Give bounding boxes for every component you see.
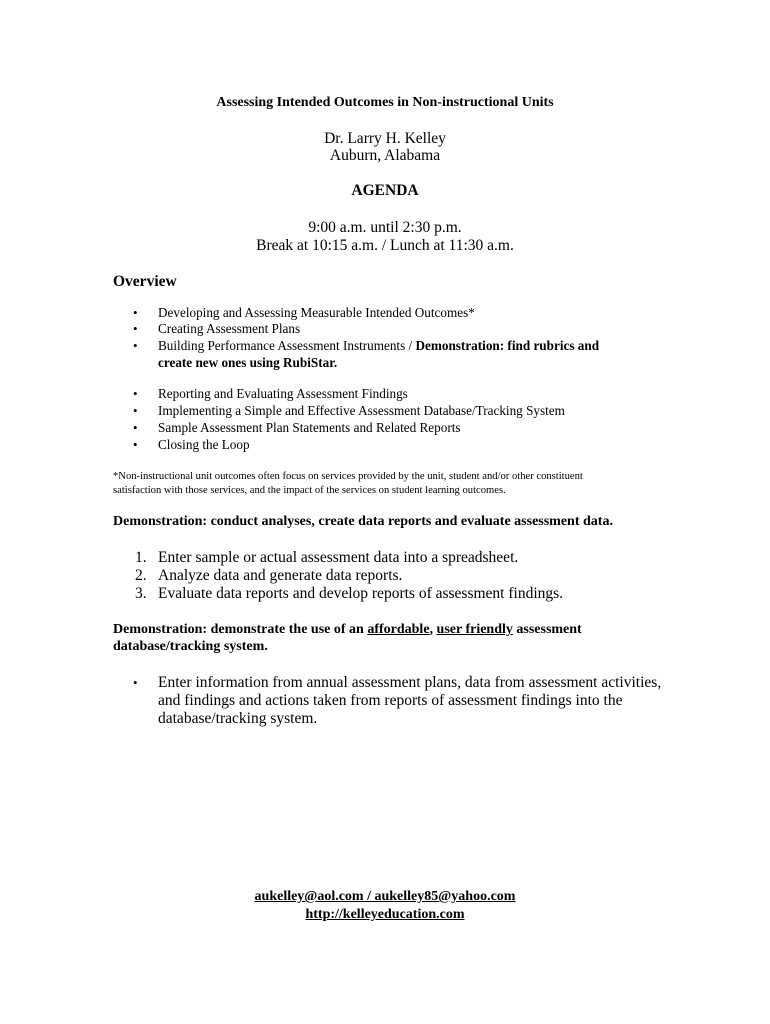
presenter-location: Auburn, Alabama [329,147,441,164]
contact-website [0,906,770,923]
footnote-line: *Non-instructional unit outcomes often focus on services provided by the unit, student and/or other constituent [113,471,583,482]
step-number: 1. [135,549,147,566]
bullet-marker: • [133,338,138,353]
email-links[interactable]: aukelley@aol.com / aukelley85@yahoo.com [254,889,516,904]
agenda-heading: AGENDA [351,182,419,199]
document-title: Assessing Intended Outcomes in Non-instructional Units [216,95,554,110]
list-item: Implementing a Simple and Effective Assessment Database/Tracking System [158,403,565,418]
list-item: Sample Assessment Plan Statements and Related Reports [158,420,461,435]
list-item-demo-text-cont: create new ones using RubiStar. [158,355,338,370]
bullet-marker: • [133,321,138,336]
step-number: 2. [135,567,147,584]
list-item-text: Building Performance Assessment Instruments / [158,338,416,353]
bullet-marker: • [133,437,138,452]
bullet-marker: • [133,386,138,401]
list-item: Creating Assessment Plans [158,321,301,336]
list-item: Reporting and Evaluating Assessment Findings [158,386,408,401]
footnote-line: satisfaction with those services, and the impact of the services on student learning outcomes. [113,485,506,496]
list-item: Developing and Assessing Measurable Intended Outcomes* [158,305,475,320]
overview-heading: Overview [113,273,177,290]
heading-separator: , [429,622,437,637]
demo2-bullet-line: and findings and actions taken from reports of assessment findings into the [158,692,623,709]
demo2-heading-cont: database/tracking system. [113,639,268,654]
bullet-marker: • [133,675,138,690]
contact-emails [0,888,770,905]
bullet-marker: • [133,403,138,418]
step-text: Analyze data and generate data reports. [158,567,403,584]
demo2-bullet-line: database/tracking system. [158,710,318,727]
bullet-marker: • [133,305,138,320]
demo2-heading-text: Demonstration: demonstrate the use of an [113,622,368,637]
user-friendly-emphasis: user friendly [436,622,513,637]
website-link[interactable]: http://kelleyeducation.com [305,907,465,922]
list-item: Closing the Loop [158,437,250,452]
demo2-bullet-line: Enter information from annual assessment plans, data from assessment activities, [158,674,662,691]
affordable-emphasis: affordable [367,622,430,637]
agenda-breaks: Break at 10:15 a.m. / Lunch at 11:30 a.m. [256,237,514,254]
agenda-time: 9:00 a.m. until 2:30 p.m. [308,219,462,236]
step-text: Enter sample or actual assessment data into a spreadsheet. [158,549,519,566]
demo2-heading [113,621,582,638]
step-text: Evaluate data reports and develop reports of assessment findings. [158,585,564,602]
list-item [158,338,599,354]
demo1-heading: Demonstration: conduct analyses, create data reports and evaluate assessment data. [113,514,613,529]
presenter-name: Dr. Larry H. Kelley [324,130,446,147]
step-number: 3. [135,585,147,602]
list-item-demo-text: Demonstration: find rubrics and [415,338,600,353]
bullet-marker: • [133,420,138,435]
demo2-heading-text-end: assessment [512,622,582,637]
